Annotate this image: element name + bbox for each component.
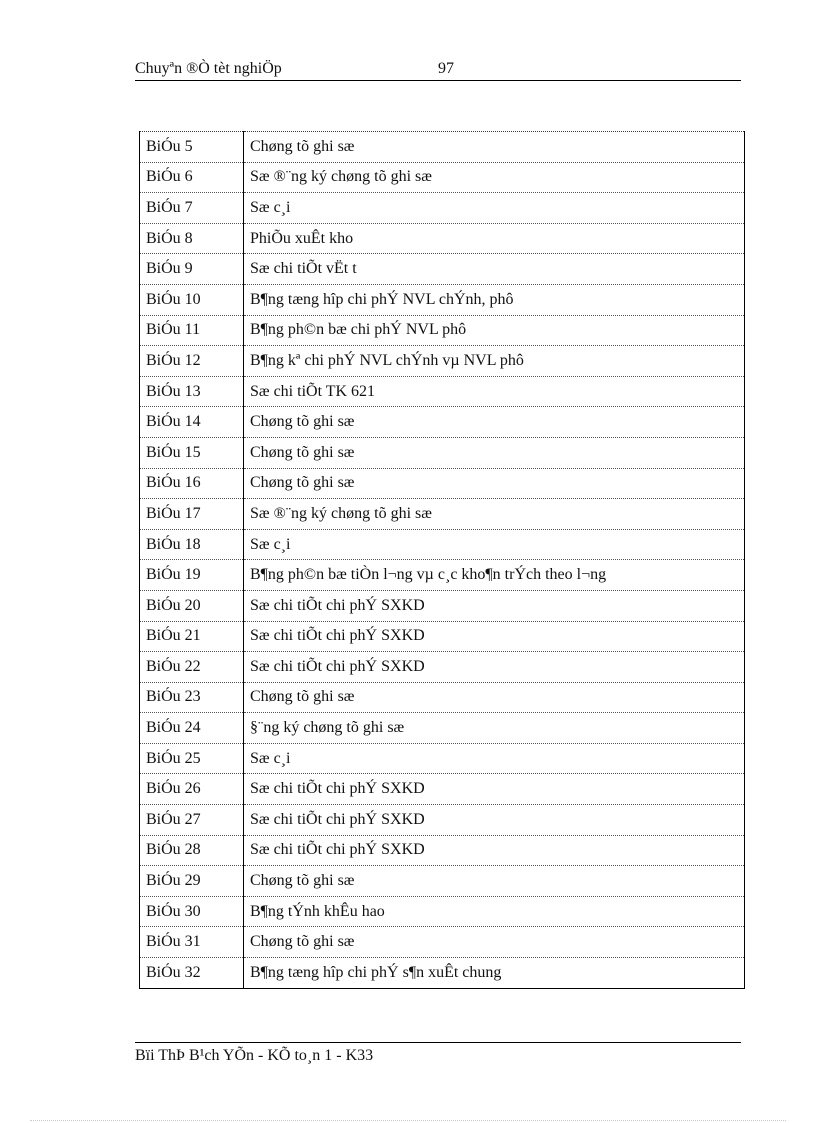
- figure-title: B¶ng ph©n bæ tiÒn l¬ng vµ c¸c kho¶n trÝch theo l¬ng: [244, 560, 745, 591]
- figure-label: BiÓu 22: [140, 652, 244, 683]
- figure-title: B¶ng tæng hîp chi phÝ NVL chÝnh, phô: [244, 284, 745, 315]
- figure-title: Sæ c¸i: [244, 193, 745, 224]
- table-row: [140, 652, 745, 683]
- table-row: [140, 315, 745, 346]
- figure-label: BiÓu 24: [140, 713, 244, 744]
- figure-title: B¶ng tÝnh khÊu hao: [244, 896, 745, 927]
- page-footer: [135, 1042, 741, 1064]
- figure-title: Sæ chi tiÕt chi phÝ SXKD: [244, 774, 745, 805]
- header-title: Chuyªn ®Ò tèt nghiÖp: [135, 60, 282, 77]
- figure-title: Chøng tõ ghi sæ: [244, 682, 745, 713]
- table-row: [140, 866, 745, 897]
- figure-label: BiÓu 8: [140, 223, 244, 254]
- table-row: [140, 529, 745, 560]
- figure-label: BiÓu 30: [140, 896, 244, 927]
- table-row: [140, 774, 745, 805]
- figure-label: BiÓu 29: [140, 866, 244, 897]
- page-header: [135, 60, 741, 81]
- figure-title: Sæ chi tiÕt chi phÝ SXKD: [244, 590, 745, 621]
- table-row: [140, 223, 745, 254]
- table-row: [140, 927, 745, 958]
- table-row: [140, 896, 745, 927]
- figure-title: Sæ chi tiÕt chi phÝ SXKD: [244, 835, 745, 866]
- table-row: [140, 560, 745, 591]
- table-row: [140, 346, 745, 377]
- figure-label: BiÓu 18: [140, 529, 244, 560]
- figure-title: B¶ng tæng hîp chi phÝ s¶n xuÊt chung: [244, 958, 745, 989]
- figure-label: BiÓu 25: [140, 743, 244, 774]
- table-row: [140, 284, 745, 315]
- figure-title: Chøng tõ ghi sæ: [244, 468, 745, 499]
- figure-title: B¶ng ph©n bæ chi phÝ NVL phô: [244, 315, 745, 346]
- page-number: 97: [438, 60, 454, 77]
- figure-label: BiÓu 11: [140, 315, 244, 346]
- table-row: [140, 468, 745, 499]
- figure-label: BiÓu 15: [140, 437, 244, 468]
- figure-label: BiÓu 27: [140, 805, 244, 836]
- figure-label: BiÓu 12: [140, 346, 244, 377]
- table-row: [140, 958, 745, 989]
- figure-label: BiÓu 26: [140, 774, 244, 805]
- figure-label: BiÓu 19: [140, 560, 244, 591]
- figure-title: Chøng tõ ghi sæ: [244, 407, 745, 438]
- figure-label: BiÓu 17: [140, 499, 244, 530]
- figure-title: B¶ng kª chi phÝ NVL chÝnh vµ NVL phô: [244, 346, 745, 377]
- table-row: [140, 437, 745, 468]
- figure-title: Sæ chi tiÕt chi phÝ SXKD: [244, 805, 745, 836]
- figure-list-table: [139, 131, 745, 989]
- figure-title: Sæ c¸i: [244, 529, 745, 560]
- figure-title: Sæ chi tiÕt chi phÝ SXKD: [244, 621, 745, 652]
- figure-title: Sæ c¸i: [244, 743, 745, 774]
- figure-label: BiÓu 23: [140, 682, 244, 713]
- table-row: [140, 713, 745, 744]
- figure-title: Chøng tõ ghi sæ: [244, 866, 745, 897]
- figure-title: Sæ ®¨ng ký chøng tõ ghi sæ: [244, 499, 745, 530]
- figure-label: BiÓu 20: [140, 590, 244, 621]
- figure-title: Sæ chi tiÕt TK 621: [244, 376, 745, 407]
- table-row: [140, 682, 745, 713]
- figure-label: BiÓu 21: [140, 621, 244, 652]
- figure-title: Chøng tõ ghi sæ: [244, 132, 745, 163]
- table-row: [140, 193, 745, 224]
- figure-title: §¨ng ký chøng tõ ghi sæ: [244, 713, 745, 744]
- figure-label: BiÓu 5: [140, 132, 244, 163]
- figure-label: BiÓu 7: [140, 193, 244, 224]
- page-edge-divider: [30, 1120, 786, 1121]
- figure-label: BiÓu 31: [140, 927, 244, 958]
- table-row: [140, 254, 745, 285]
- figure-label: BiÓu 14: [140, 407, 244, 438]
- table-row: [140, 805, 745, 836]
- table-row: [140, 621, 745, 652]
- table-row: [140, 590, 745, 621]
- table-row: [140, 499, 745, 530]
- table-row: [140, 407, 745, 438]
- figure-label: BiÓu 16: [140, 468, 244, 499]
- figure-title: Sæ chi tiÕt chi phÝ SXKD: [244, 652, 745, 683]
- figure-title: Chøng tõ ghi sæ: [244, 437, 745, 468]
- figure-title: PhiÕu xuÊt kho: [244, 223, 745, 254]
- figure-label: BiÓu 28: [140, 835, 244, 866]
- table-row: [140, 376, 745, 407]
- table-row: [140, 835, 745, 866]
- footer-text: Bïi ThÞ B¹ch YÕn - KÕ to¸n 1 - K33: [135, 1047, 374, 1064]
- figure-label: BiÓu 13: [140, 376, 244, 407]
- figure-label: BiÓu 9: [140, 254, 244, 285]
- table-row: [140, 162, 745, 193]
- table-row: [140, 132, 745, 163]
- figure-title: Sæ chi tiÕt vËt t: [244, 254, 745, 285]
- figure-title: Sæ ®¨ng ký chøng tõ ghi sæ: [244, 162, 745, 193]
- figure-label: BiÓu 10: [140, 284, 244, 315]
- figure-label: BiÓu 6: [140, 162, 244, 193]
- figure-title: Chøng tõ ghi sæ: [244, 927, 745, 958]
- table-row: [140, 743, 745, 774]
- figure-list-body: [140, 132, 745, 989]
- figure-label: BiÓu 32: [140, 958, 244, 989]
